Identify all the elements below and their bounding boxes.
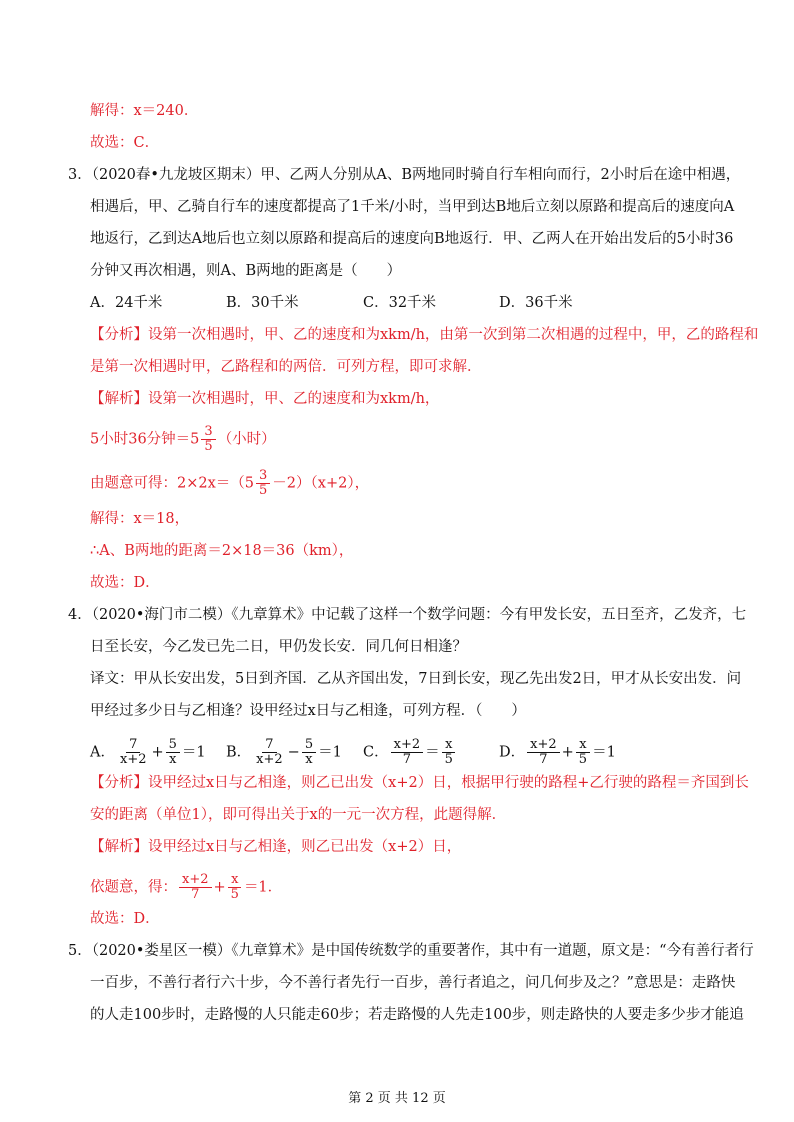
equals-one: ＝1． xyxy=(243,879,283,896)
operator: + xyxy=(213,879,226,896)
denominator: x+2 xyxy=(119,752,147,767)
option-label: D． xyxy=(499,744,526,761)
q3-analysis-line-1: 【分析】设第一次相遇时，甲、乙的速度和为xkm/h，由第一次到第二次相遇的过程中，甲，乙的路程和 xyxy=(90,327,759,343)
fraction xyxy=(576,738,590,767)
denominator: 7 xyxy=(402,752,411,767)
fraction xyxy=(391,738,424,767)
operator: + xyxy=(561,744,574,761)
q4-line-4: 甲经过多少日与乙相逢？设甲经过x日与乙相逢，可列方程．（ ） xyxy=(90,703,526,719)
fraction xyxy=(179,873,212,902)
q3-line-1: 3．（2020春•九龙坡区期末）甲、乙两人分别从A、B两地同时骑自行车相向而行，2小时后在途中相遇， xyxy=(68,167,741,183)
equals-one: ＝1 xyxy=(181,744,206,761)
unit-text: （小时） xyxy=(217,431,276,448)
denominator: 5 xyxy=(578,752,588,767)
fraction xyxy=(228,873,242,902)
fraction xyxy=(527,738,560,767)
q4-line-1: 4．（2020•海门市二模）《九章算术》中记载了这样一个数学问题：今有甲发长安，五日至齐，乙发齐，七 xyxy=(68,607,747,623)
equation-prefix: 依题意，得： xyxy=(90,879,177,896)
fraction-3-5 xyxy=(256,469,270,498)
q3-line-2: 相遇后，甲、乙骑自行车的速度都提高了1千米/小时，当甲到达B地后立刻以原路和提高后的速度向A xyxy=(90,199,735,215)
q5-line-1: 5．（2020•娄星区一模）《九章算术》是中国传统数学的重要著作，其中有一道题，原文是：“今有善行者行 xyxy=(68,943,754,959)
operator: − xyxy=(287,744,300,761)
denominator: x+2 xyxy=(256,752,283,767)
numerator: 3 xyxy=(201,425,215,440)
q3-solution-line-2 xyxy=(90,425,276,454)
q3-option-d: D．36千米 xyxy=(499,295,573,311)
q5-line-2: 一百步，不善行者行六十步，今不善行者先行一百步，善行者追之，问几何步及之？”意思是：走路快 xyxy=(90,975,736,991)
q4-line-3: 译文：甲从长安出发，5日到齐国．乙从齐国出发，7日到长安，现乙先出发2日，甲才从长安出发．问 xyxy=(90,671,742,687)
q3-solution-line-5: ∴A、B两地的距离＝2×18＝36（km）， xyxy=(90,543,354,559)
q4-analysis-line-2: 安的距离（单位1），即可得出关于x的一元一次方程，此题得解． xyxy=(90,807,507,823)
option-label: C． xyxy=(363,744,389,761)
numerator: 5 xyxy=(302,738,316,753)
q3-option-b: B．30千米 xyxy=(226,295,299,311)
q4-option-c xyxy=(363,738,458,767)
numerator: x+2 xyxy=(391,738,424,753)
denominator: 5 xyxy=(204,439,213,454)
q3-solution-line-1: 【解析】设第一次相遇时，甲、乙的速度和为xkm/h， xyxy=(90,391,440,407)
numerator: 3 xyxy=(256,469,270,484)
denominator: x xyxy=(305,752,313,767)
q4-option-d xyxy=(499,738,616,767)
q4-option-a xyxy=(90,738,206,767)
operator: ＝ xyxy=(425,744,440,761)
q3-line-3: 地返行，乙到达A地后也立刻以原路和提高后的速度向B地返行．甲、乙两人在开始出发后的5小时36 xyxy=(90,231,734,247)
fraction xyxy=(442,738,456,767)
fraction xyxy=(253,738,286,767)
time-text: 5小时36分钟＝5 xyxy=(90,431,200,448)
fraction xyxy=(166,738,180,767)
numerator: x+2 xyxy=(527,738,560,753)
numerator: x+2 xyxy=(179,873,212,888)
denominator: 5 xyxy=(230,887,239,902)
numerator: 7 xyxy=(126,738,140,753)
q3-solution-line-3 xyxy=(90,469,369,498)
q5-line-3: 的人走100步时，走路慢的人只能走60步；若走路慢的人先走100步，则走路快的人要走多少步才能追 xyxy=(90,1007,744,1023)
answer-line: 解得：x＝240． xyxy=(90,103,199,119)
equation-text-b: －2）（x+2）， xyxy=(272,475,370,492)
q3-solution-line-4: 解得：x＝18， xyxy=(90,511,190,527)
q3-option-a: A．24千米 xyxy=(90,295,163,311)
q3-line-4: 分钟又再次相遇，则A、B两地的距离是（ ） xyxy=(90,263,402,279)
q4-line-2: 日至长安，今乙发已先二日，甲仍发长安．同几何日相逢？ xyxy=(90,639,467,655)
denominator: 5 xyxy=(259,483,268,498)
fraction-3-5 xyxy=(201,425,215,454)
q3-option-c: C．32千米 xyxy=(363,295,437,311)
denominator: 7 xyxy=(191,887,200,902)
choice-line: 故选：C． xyxy=(90,135,160,151)
denominator: x xyxy=(169,752,177,767)
option-label: A． xyxy=(90,744,115,761)
fraction xyxy=(117,738,150,767)
q4-option-b xyxy=(226,738,342,767)
q3-analysis-line-2: 是第一次相遇时甲，乙路程和的两倍．可列方程，即可求解． xyxy=(90,359,482,375)
numerator: 7 xyxy=(262,738,276,753)
fraction xyxy=(302,738,316,767)
denominator: 7 xyxy=(539,752,548,767)
numerator: x xyxy=(228,873,241,888)
page-footer: 第 2 页 共 12 页 xyxy=(348,1091,446,1106)
denominator: 5 xyxy=(444,752,453,767)
option-label: B． xyxy=(226,744,252,761)
q4-analysis-line-1: 【分析】设甲经过x日与乙相逢，则乙已出发（x+2）日，根据甲行驶的路程+乙行驶的路程＝齐国到长 xyxy=(90,775,749,791)
q4-solution-line-2 xyxy=(90,873,282,902)
numerator: x xyxy=(576,738,589,753)
equals-one: ＝1 xyxy=(318,744,342,761)
q4-solution-line-1: 【解析】设甲经过x日与乙相逢，则乙已出发（x+2）日， xyxy=(90,839,462,855)
operator: + xyxy=(151,744,164,761)
equation-text-a: 由题意可得：2×2x＝（5 xyxy=(90,475,255,492)
q3-solution-line-6: 故选：D． xyxy=(90,575,160,591)
q4-solution-line-3: 故选：D． xyxy=(90,911,160,927)
numerator: x xyxy=(442,738,455,753)
equals-one: ＝1 xyxy=(592,744,616,761)
numerator: 5 xyxy=(166,738,180,753)
